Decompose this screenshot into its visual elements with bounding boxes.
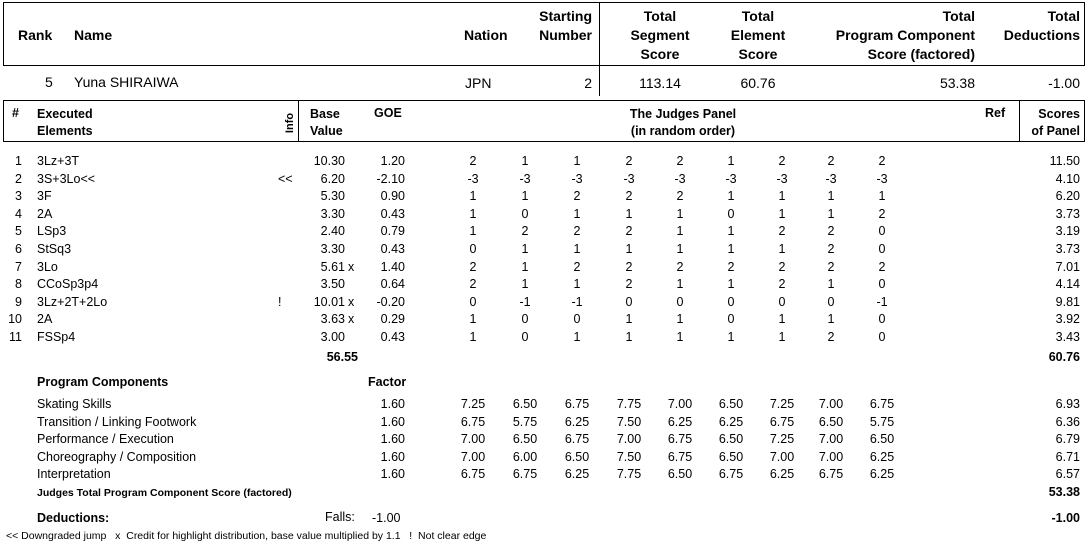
- judge-score: 2: [469, 259, 477, 274]
- judge-score: 0: [521, 312, 529, 327]
- judge-score: 2: [521, 224, 529, 239]
- col-info: Info: [284, 112, 297, 134]
- component-judge-score: 6.25: [564, 414, 590, 429]
- judge-score: 2: [625, 259, 633, 274]
- judge-score: 0: [878, 224, 886, 239]
- element-base-value: 6.20: [320, 171, 345, 186]
- component-judge-score: 7.50: [616, 449, 642, 464]
- component-judge-score: 6.50: [512, 432, 538, 447]
- header-starting-l2: Number: [539, 27, 592, 43]
- judge-score: -3: [623, 171, 635, 186]
- judge-score: 2: [827, 154, 835, 168]
- component-factor: 1.60: [380, 467, 405, 482]
- component-judge-score: 6.25: [564, 467, 590, 482]
- judge-score: 2: [573, 189, 581, 204]
- component-panel-score: 6.71: [1055, 449, 1080, 464]
- judge-score: 1: [521, 189, 529, 204]
- col-num: #: [12, 106, 19, 120]
- judge-score: 0: [878, 312, 886, 327]
- element-panel-score: 7.01: [1055, 259, 1080, 274]
- judge-score: 2: [573, 224, 581, 239]
- col-exec-l2: Elements: [37, 124, 93, 138]
- component-judge-score: 6.75: [869, 397, 895, 411]
- element-number: 2: [15, 171, 22, 186]
- judge-score: 2: [676, 154, 684, 168]
- component-judge-score: 6.50: [718, 397, 744, 411]
- judge-score: -3: [776, 171, 788, 186]
- component-factor: 1.60: [380, 432, 405, 447]
- col-base-l2: Value: [310, 124, 343, 138]
- judge-score: 1: [469, 189, 477, 204]
- judge-score: 2: [625, 154, 633, 168]
- component-judge-score: 7.00: [616, 432, 642, 447]
- col-ref: Ref: [985, 106, 1006, 120]
- judge-score: 0: [521, 206, 529, 221]
- divider: [298, 100, 299, 142]
- component-judge-score: 7.50: [616, 414, 642, 429]
- element-base-value: 2.40: [320, 224, 345, 239]
- judge-score: 1: [573, 277, 581, 292]
- component-name: Skating Skills: [37, 397, 112, 411]
- component-judge-score: 7.00: [769, 449, 795, 464]
- component-judge-score: 6.75: [564, 397, 590, 411]
- component-judge-score: 6.50: [667, 467, 693, 482]
- component-judge-score: 7.00: [818, 432, 844, 447]
- col-base-l1: Base: [310, 107, 340, 121]
- judge-score: 1: [521, 259, 529, 274]
- judge-score: 0: [469, 294, 477, 309]
- component-judge-score: 7.00: [818, 397, 844, 411]
- element-name: 2A: [37, 312, 53, 327]
- header-rank: Rank: [18, 27, 53, 43]
- component-judge-score: 6.25: [667, 414, 693, 429]
- component-judge-score: 6.50: [564, 449, 590, 464]
- element-number: 9: [15, 294, 22, 309]
- component-judge-score: 7.00: [667, 397, 693, 411]
- judge-score: 1: [676, 330, 684, 344]
- col-panel-l2: (in random order): [630, 124, 736, 138]
- judge-score: 0: [727, 294, 735, 309]
- component-panel-score: 6.79: [1055, 432, 1080, 447]
- header-nation: Nation: [464, 27, 508, 43]
- col-panel-l1: The Judges Panel: [629, 107, 737, 121]
- skater-start: 2: [584, 75, 592, 91]
- component-judge-score: 6.25: [869, 467, 895, 482]
- element-number: 7: [15, 259, 22, 274]
- element-base-value: 5.61: [320, 259, 345, 274]
- judge-score: 1: [521, 277, 529, 292]
- judge-score: 2: [778, 277, 786, 292]
- element-x-flag: x: [348, 259, 355, 274]
- element-panel-score: 9.81: [1055, 294, 1080, 309]
- header-pcs-l2: Program Component: [835, 27, 975, 43]
- element-panel-score: 3.73: [1055, 206, 1080, 221]
- judge-score: 1: [727, 277, 735, 292]
- judge-score: 1: [878, 189, 886, 204]
- judge-score: -1: [519, 294, 531, 309]
- component-judge-score: 7.00: [818, 449, 844, 464]
- element-name: FSSp4: [37, 330, 76, 344]
- judge-score: -3: [519, 171, 531, 186]
- pc-title: Program Components: [37, 375, 169, 389]
- deductions-total: -1.00: [1051, 511, 1080, 525]
- component-judge-score: 6.25: [769, 467, 795, 482]
- col-exec-l1: Executed: [37, 107, 93, 121]
- judge-score: 1: [625, 206, 633, 221]
- component-judge-score: 6.75: [460, 414, 486, 429]
- judge-score: 2: [778, 259, 786, 274]
- component-judge-score: 6.75: [718, 467, 744, 482]
- judge-score: 1: [727, 154, 735, 168]
- element-number: 5: [15, 224, 22, 239]
- component-judge-score: 6.50: [869, 432, 895, 447]
- judge-score: 1: [521, 154, 529, 168]
- header-starting-l1: Starting: [539, 8, 592, 24]
- header-tes-l3: Score: [738, 46, 778, 62]
- judge-score: 2: [827, 330, 835, 344]
- judge-score: -3: [876, 171, 888, 186]
- element-name: 3Lz+3T: [37, 154, 80, 168]
- header-pcs-l3: Score (factored): [867, 46, 975, 62]
- falls-value: -1.00: [372, 511, 401, 525]
- judge-score: 1: [827, 312, 835, 327]
- component-judge-score: 7.25: [769, 432, 795, 447]
- component-judge-score: 6.75: [460, 467, 486, 482]
- header-ded-l1: Total: [1047, 8, 1080, 24]
- header-ded-l2: Deductions: [1003, 27, 1080, 43]
- element-panel-score: 6.20: [1055, 189, 1080, 204]
- skater-pcs: 53.38: [939, 75, 975, 91]
- judge-score: 2: [469, 277, 477, 292]
- judge-score: -1: [571, 294, 583, 309]
- component-judge-score: 5.75: [512, 414, 538, 429]
- skater-rank: 5: [45, 74, 53, 90]
- component-factor: 1.60: [380, 414, 405, 429]
- header-pcs-l1: Total: [942, 8, 975, 24]
- judge-score: 2: [573, 259, 581, 274]
- header-name: Name: [74, 27, 113, 43]
- judge-score: 0: [827, 294, 835, 309]
- header-tes-l1: Total: [741, 8, 775, 24]
- judge-score: 0: [521, 330, 529, 344]
- element-name: 3S+3Lo<<: [37, 171, 96, 186]
- header-total-pcs: [810, 7, 975, 64]
- component-judge-score: 6.50: [818, 414, 844, 429]
- element-panel-score: 3.19: [1055, 224, 1080, 239]
- element-base-value: 10.30: [313, 154, 345, 168]
- judge-score: 1: [727, 242, 735, 256]
- element-base-value: 3.00: [320, 330, 345, 344]
- judge-score: 2: [827, 242, 835, 256]
- element-info: !: [278, 294, 282, 309]
- component-factor: 1.60: [380, 397, 405, 411]
- judge-score: 1: [573, 206, 581, 221]
- element-goe: 0.79: [380, 224, 405, 239]
- judge-score: 0: [625, 294, 633, 309]
- judge-score: 1: [676, 224, 684, 239]
- judge-score: 1: [727, 330, 735, 344]
- element-name: CCoSp3p4: [37, 277, 99, 292]
- elements-total-base-value: 56.55: [326, 350, 358, 364]
- judge-score: 1: [827, 206, 835, 221]
- element-name: 3Lz+2T+2Lo: [37, 294, 108, 309]
- judge-score: 1: [521, 242, 529, 256]
- judge-score: -3: [825, 171, 837, 186]
- element-goe: 0.43: [380, 206, 405, 221]
- element-number: 4: [15, 206, 22, 221]
- element-panel-score: 4.14: [1055, 277, 1080, 292]
- judge-score: 2: [878, 259, 886, 274]
- header-total-segment-score: [610, 7, 710, 64]
- element-x-flag: x: [348, 312, 355, 327]
- element-number: 11: [9, 330, 22, 344]
- judge-score: 2: [778, 224, 786, 239]
- element-name: 3F: [37, 189, 52, 204]
- elements-total-score: 60.76: [1048, 350, 1080, 364]
- component-judge-score: 7.25: [460, 397, 486, 411]
- element-number: 10: [8, 312, 22, 327]
- judge-score: 2: [878, 154, 886, 168]
- element-panel-score: 3.92: [1055, 312, 1080, 327]
- component-judge-score: 7.00: [460, 432, 486, 447]
- judge-score: 2: [778, 154, 786, 168]
- component-judge-score: 6.75: [667, 449, 693, 464]
- skater-nation: JPN: [465, 75, 492, 91]
- judge-score: 0: [727, 312, 735, 327]
- judge-score: 0: [878, 277, 886, 292]
- judge-score: 0: [878, 330, 886, 344]
- skater-tss: 113.14: [639, 75, 681, 91]
- element-name: StSq3: [37, 242, 72, 256]
- pc-factor-header: Factor: [368, 375, 407, 389]
- judge-score: 2: [625, 224, 633, 239]
- col-base-value: [310, 106, 343, 140]
- element-panel-score: 3.43: [1055, 330, 1080, 344]
- judge-score: -3: [725, 171, 737, 186]
- element-base-value: 3.30: [320, 242, 345, 256]
- element-number: 6: [15, 242, 22, 256]
- pc-total-value: 53.38: [1048, 485, 1080, 499]
- element-name: 2A: [37, 206, 53, 221]
- col-goe: GOE: [374, 106, 402, 120]
- element-name: LSp3: [37, 224, 67, 239]
- judge-score: 1: [469, 312, 477, 327]
- component-judge-score: 6.75: [667, 432, 693, 447]
- judge-score: 1: [778, 242, 786, 256]
- component-name: Choreography / Composition: [37, 449, 197, 464]
- element-base-value: 3.30: [320, 206, 345, 221]
- judge-score: -3: [467, 171, 479, 186]
- judge-score: 0: [469, 242, 477, 256]
- judge-score: 2: [676, 189, 684, 204]
- judge-score: 1: [573, 242, 581, 256]
- element-base-value: 5.30: [320, 189, 345, 204]
- judge-score: 1: [727, 189, 735, 204]
- header-total-element-score: [710, 7, 806, 64]
- header-starting-number: [530, 7, 592, 45]
- component-panel-score: 6.93: [1055, 397, 1080, 411]
- element-base-value: 10.01: [313, 294, 345, 309]
- component-judge-score: 6.75: [769, 414, 795, 429]
- element-goe: 0.64: [380, 277, 405, 292]
- component-judge-score: 7.75: [616, 467, 642, 482]
- header-tss-l2: Segment: [630, 27, 690, 43]
- judge-score: 2: [469, 154, 477, 168]
- judge-score: 2: [625, 189, 633, 204]
- col-scores-l1: Scores: [1038, 107, 1080, 121]
- judge-score: 2: [827, 224, 835, 239]
- header-tss-l1: Total: [643, 8, 677, 24]
- component-panel-score: 6.36: [1055, 414, 1080, 429]
- component-panel-score: 6.57: [1055, 467, 1080, 482]
- judge-score: 0: [727, 206, 735, 221]
- judge-score: 0: [573, 312, 581, 327]
- element-goe: 1.40: [380, 259, 405, 274]
- judge-score: 1: [625, 312, 633, 327]
- judge-score: -1: [876, 294, 888, 309]
- component-judge-score: 6.25: [869, 449, 895, 464]
- element-goe: -2.10: [376, 171, 405, 186]
- judge-score: -3: [674, 171, 686, 186]
- elements-header-box: [3, 100, 1085, 142]
- element-name: 3Lo: [37, 259, 58, 274]
- skater-tes: 60.76: [740, 75, 776, 91]
- component-judge-score: 6.50: [512, 397, 538, 411]
- header-tes-l2: Element: [730, 27, 786, 43]
- component-judge-score: 6.75: [564, 432, 590, 447]
- element-goe: 0.90: [380, 189, 405, 204]
- judge-score: 1: [676, 277, 684, 292]
- judge-score: 1: [827, 189, 835, 204]
- element-goe: 1.20: [380, 154, 405, 168]
- element-number: 1: [15, 154, 22, 168]
- component-name: Interpretation: [37, 467, 111, 482]
- judge-score: 2: [827, 259, 835, 274]
- judge-score: 1: [469, 206, 477, 221]
- judge-score: 1: [676, 242, 684, 256]
- judge-score: 1: [778, 330, 786, 344]
- component-judge-score: 5.75: [869, 414, 895, 429]
- skater-name: Yuna SHIRAIWA: [74, 74, 179, 90]
- element-panel-score: 4.10: [1055, 171, 1080, 186]
- judge-score: 2: [625, 277, 633, 292]
- judge-score: 1: [727, 224, 735, 239]
- judge-score: 1: [469, 224, 477, 239]
- judge-score: 1: [778, 206, 786, 221]
- header-total-deductions: [990, 7, 1080, 45]
- col-judges-panel: [583, 106, 783, 140]
- judge-score: 2: [878, 206, 886, 221]
- col-scores-of-panel: [1020, 106, 1080, 140]
- component-judge-score: 6.25: [718, 414, 744, 429]
- judge-score: 2: [676, 259, 684, 274]
- element-panel-score: 3.73: [1055, 242, 1080, 256]
- judge-score: 0: [778, 294, 786, 309]
- element-number: 8: [15, 277, 22, 292]
- judge-score: 1: [573, 154, 581, 168]
- component-judge-score: 6.50: [718, 449, 744, 464]
- judge-score: 1: [778, 312, 786, 327]
- judge-score: 1: [676, 206, 684, 221]
- component-factor: 1.60: [380, 449, 405, 464]
- judge-score: 1: [676, 312, 684, 327]
- element-goe: 0.43: [380, 242, 405, 256]
- pc-total-label: Judges Total Program Component Score (factored): [37, 487, 292, 499]
- element-base-value: 3.63: [320, 312, 345, 327]
- judge-score: 0: [878, 242, 886, 256]
- judge-score: 1: [573, 330, 581, 344]
- component-name: Performance / Execution: [37, 432, 174, 447]
- skater-deductions: -1.00: [1048, 75, 1080, 91]
- element-base-value: 3.50: [320, 277, 345, 292]
- col-executed-elements: [37, 106, 93, 140]
- element-goe: 0.29: [380, 312, 405, 327]
- judge-score: -3: [571, 171, 583, 186]
- component-judge-score: 6.75: [512, 467, 538, 482]
- component-judge-score: 7.25: [769, 397, 795, 411]
- judge-score: 1: [625, 242, 633, 256]
- element-panel-score: 11.50: [1049, 154, 1080, 168]
- legend-footnote: << Downgraded jump x Credit for highlight distribution, base value multiplied by 1.1 ! Not clear edge: [6, 530, 487, 542]
- judge-score: 1: [827, 277, 835, 292]
- component-name: Transition / Linking Footwork: [37, 414, 197, 429]
- component-judge-score: 7.75: [616, 397, 642, 411]
- element-goe: -0.20: [376, 294, 405, 309]
- element-x-flag: x: [348, 294, 355, 309]
- judge-score: 2: [727, 259, 735, 274]
- element-number: 3: [15, 189, 22, 204]
- component-judge-score: 7.00: [460, 449, 486, 464]
- judge-score: 1: [625, 330, 633, 344]
- component-judge-score: 6.50: [718, 432, 744, 447]
- judge-score: 1: [469, 330, 477, 344]
- judge-score: 1: [778, 189, 786, 204]
- element-goe: 0.43: [380, 330, 405, 344]
- divider: [599, 2, 600, 96]
- header-tss-l3: Score: [640, 46, 680, 62]
- judge-score: 0: [676, 294, 684, 309]
- falls-label: Falls:: [325, 510, 355, 524]
- component-judge-score: 6.00: [512, 449, 538, 464]
- component-judge-score: 6.75: [818, 467, 844, 482]
- element-info: <<: [278, 171, 293, 186]
- deductions-label: Deductions:: [37, 511, 110, 525]
- col-scores-l2: of Panel: [1031, 124, 1080, 138]
